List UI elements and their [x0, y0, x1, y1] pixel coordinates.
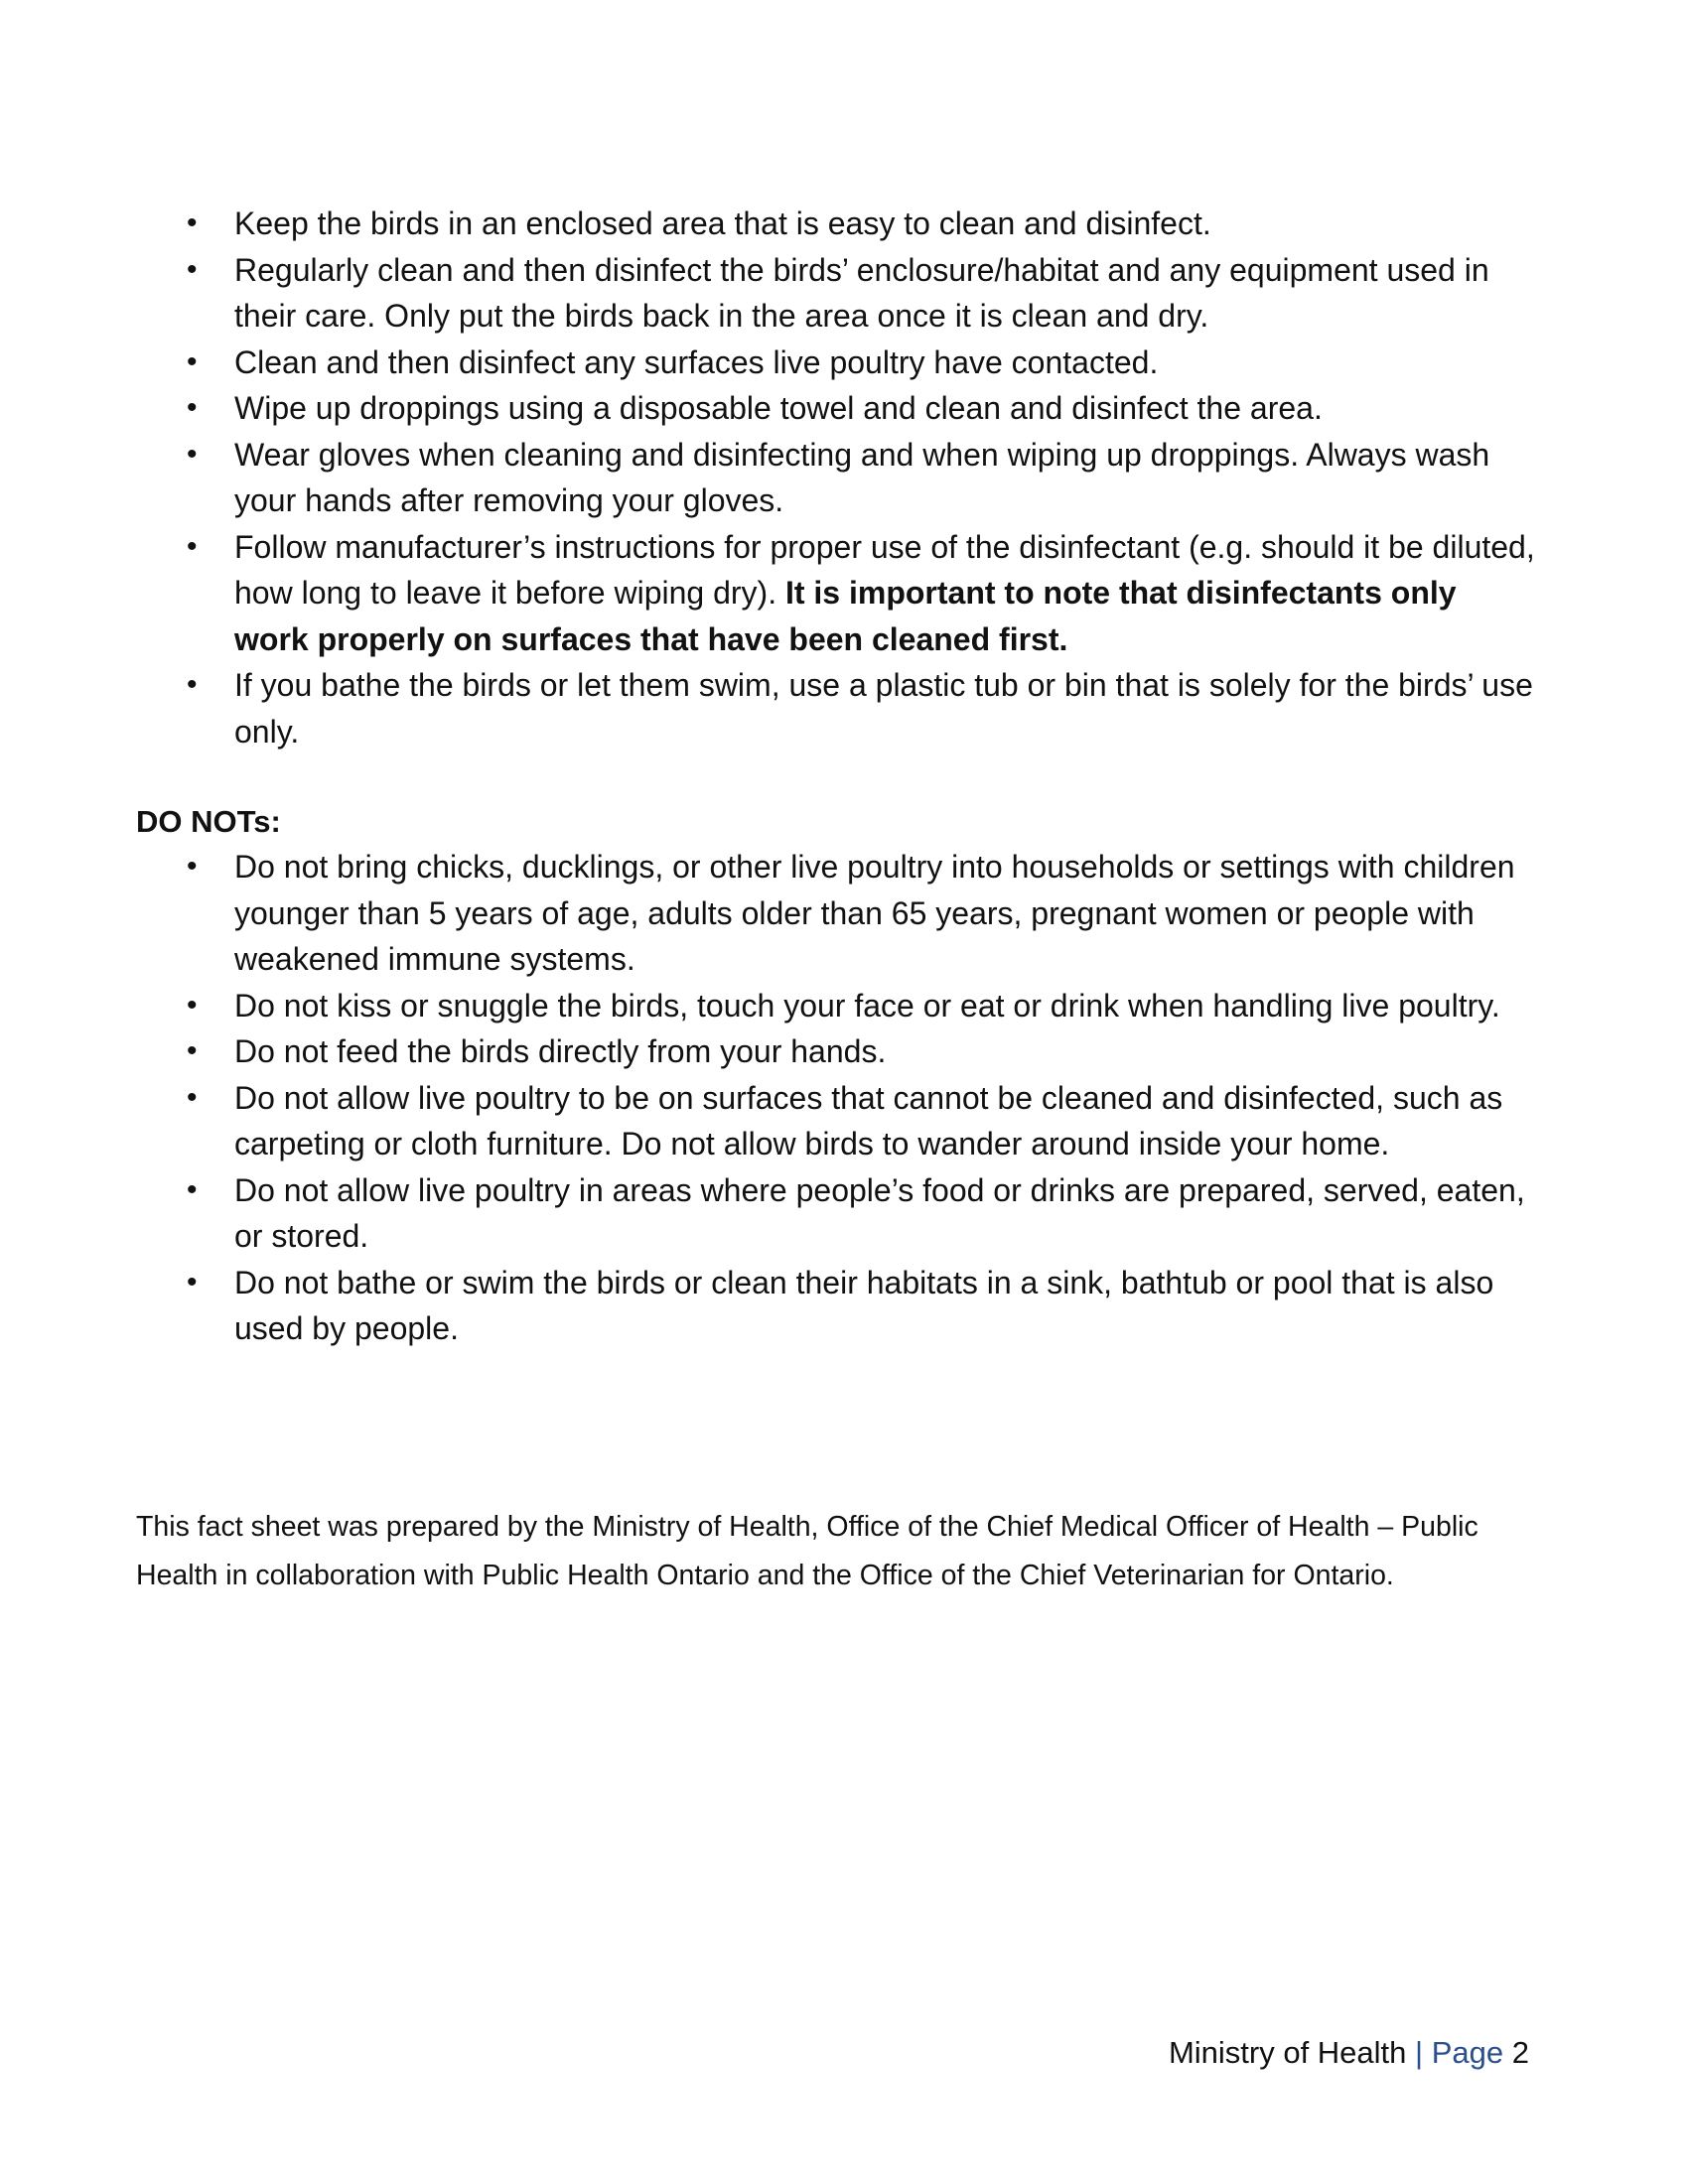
list-item-text: Do not kiss or snuggle the birds, touch your face or eat or drink when handling live poultry. [234, 987, 1500, 1024]
bullet-icon: • [187, 668, 198, 701]
bullet-icon: • [187, 850, 198, 883]
footer-org: Ministry of Health [1168, 2035, 1407, 2070]
page-footer [1092, 2033, 1529, 2073]
footer-separator: | [1415, 2035, 1424, 2070]
list-item-text: Do not feed the birds directly from your hands. [234, 1033, 887, 1069]
list-item-text: Do not bring chicks, ducklings, or other live poultry into households or settings with children younger than 5 years of age, adults older than 65 years, pregnant women or people with weakened immune systems. [234, 849, 1515, 977]
list-item [187, 844, 1537, 983]
list-item [187, 340, 1537, 386]
list-item [187, 983, 1537, 1029]
bullet-icon: • [187, 1034, 198, 1067]
list-item-text: Wipe up droppings using a disposable towel and clean and disinfect the area. [234, 390, 1323, 426]
list-item [187, 524, 1537, 663]
list-item [187, 1075, 1537, 1167]
list-item [187, 1167, 1537, 1260]
list-item-text: If you bathe the birds or let them swim, use a plastic tub or bin that is solely for the birds’ use only. [234, 667, 1533, 750]
list-item [187, 1260, 1537, 1352]
bullet-icon: • [187, 437, 198, 471]
footer-page-number: 2 [1511, 2035, 1529, 2070]
list-item-text: Do not bathe or swim the birds or clean their habitats in a sink, bathtub or pool that is also used by people. [234, 1264, 1494, 1346]
dos-list [187, 201, 1537, 754]
credit-paragraph: This fact sheet was prepared by the Ministry of Health, Office of the Chief Medical Officer of Health – Public Health in collaboration with Public Health Ontario and the Office of the Chief Veterinarian for Ontario. [136, 1511, 1478, 1591]
bullet-icon: • [187, 391, 198, 424]
list-item-text: Do not allow live poultry in areas where people’s food or drinks are prepared, served, eaten, or stored. [234, 1171, 1525, 1254]
bullet-icon: • [187, 1080, 198, 1114]
list-item [187, 432, 1537, 524]
bullet-icon: • [187, 529, 198, 563]
donots-heading: DO NOTs: [136, 804, 281, 839]
donots-list [187, 844, 1537, 1352]
list-item-text: Clean and then disinfect any surfaces live poultry have contacted. [234, 343, 1159, 380]
list-item-text: Keep the birds in an enclosed area that is easy to clean and disinfect. [234, 205, 1211, 241]
list-item-text: Follow manufacturer’s instructions for proper use of the disinfectant (e.g. should it be diluted, how long to leave it before wiping dry). [234, 528, 1535, 611]
important-note: It is important to note that disinfectants only work properly on surfaces that have been cleaned first. [234, 575, 1457, 657]
bullet-icon: • [187, 206, 198, 239]
list-item [187, 1028, 1537, 1075]
list-item [187, 662, 1537, 754]
list-item [187, 201, 1537, 247]
bullet-icon: • [187, 252, 198, 286]
footer-page-label: Page [1431, 2035, 1504, 2070]
list-item [187, 247, 1537, 340]
bullet-icon: • [187, 988, 198, 1022]
bullet-icon: • [187, 344, 198, 378]
bullet-icon: • [187, 1265, 198, 1298]
list-item-text: Regularly clean and then disinfect the birds’ enclosure/habitat and any equipment used in their care. Only put the birds back in the area once it is clean and dry. [234, 251, 1489, 334]
list-item [187, 385, 1537, 432]
list-item-text: Wear gloves when cleaning and disinfecting and when wiping up droppings. Always wash your hands after removing your gloves. [234, 436, 1490, 518]
list-item-text: Do not allow live poultry to be on surfaces that cannot be cleaned and disinfected, such as carpeting or cloth furniture. Do not allow birds to wander around inside your home. [234, 1079, 1503, 1161]
bullet-icon: • [187, 1172, 198, 1206]
